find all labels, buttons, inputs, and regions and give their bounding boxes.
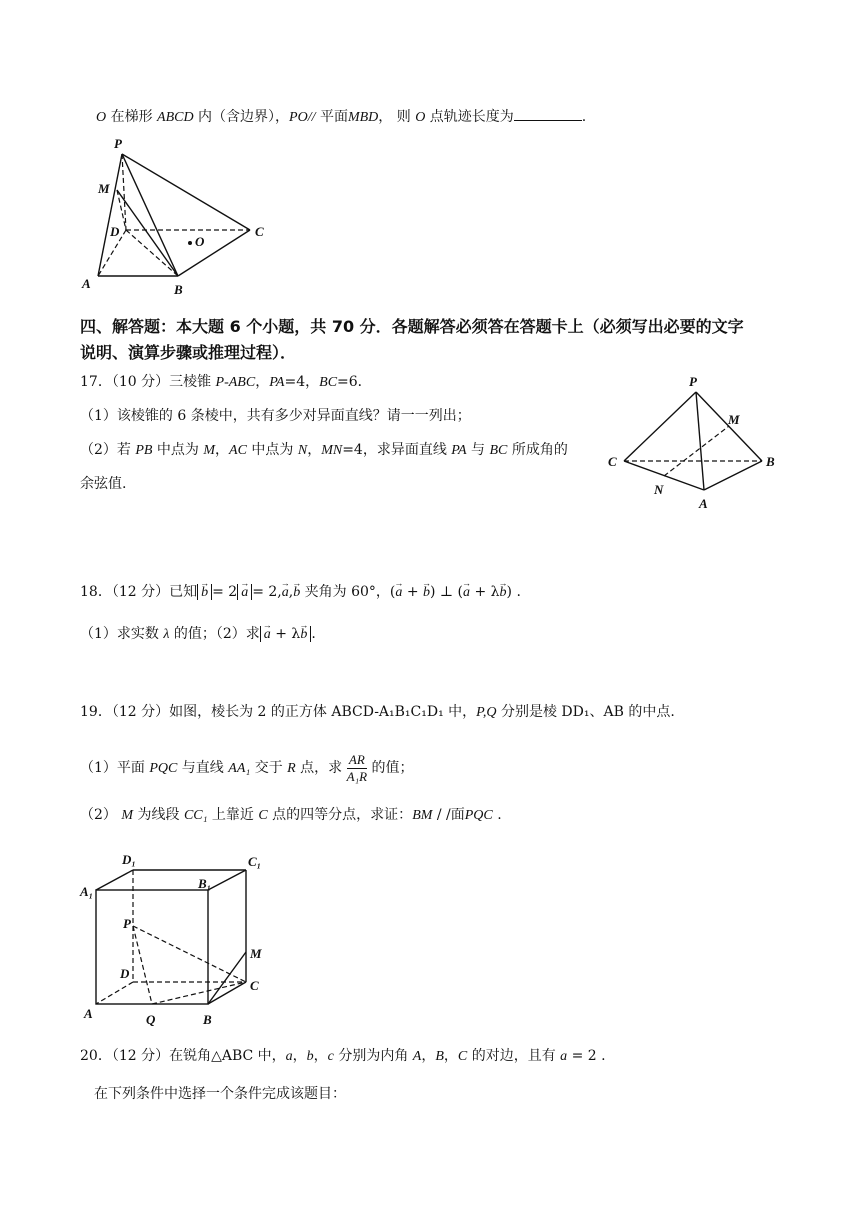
q18-f: → a [282,583,289,603]
q18-a: 18．（12 分）已知 [80,584,198,600]
label-a: A [82,276,91,291]
q17-part2 [80,440,568,461]
label-a1: A₁ [80,884,94,899]
q18-e: = 2, [252,584,282,600]
q17-p2d: M [203,443,216,458]
fraction-ar-a1r [347,752,367,785]
q17-stem [80,372,372,393]
q17-c: ， [255,374,270,390]
q18-b: → b [201,583,208,603]
label-a: A [84,1006,93,1021]
q16-s2: 在梯形 [106,109,158,125]
label-b: B [174,282,183,297]
q20-instruction: 在下列条件中选择一个条件完成该题目： [94,1086,346,1102]
figure-pyramid-pmbcd [70,130,280,300]
q17-p2o: 所成角的 [507,442,568,458]
q17-f: BC [319,375,338,390]
q20-f: c [327,1049,334,1064]
q16-s8: ， 则 [378,109,416,125]
q20-d: b [306,1049,314,1064]
q17-part1: （1）该棱锥的 6 条棱中，共有多少对异面直线？请一一列出； [80,408,471,424]
q16-s7: MBD [347,110,379,125]
q18-p1b: λ [163,627,170,642]
q18-o: → a [463,583,470,603]
label-d: D [120,966,130,981]
q18-stem [80,582,521,603]
q18-p1a: （1）求实数 [80,626,164,642]
q20-k: ， [443,1048,458,1064]
q17-p2n: BC [489,443,508,458]
q20-n: a [560,1049,568,1064]
q19-pq: P,Q [476,705,497,720]
label-c: C [250,978,259,993]
section-heading-line2: 说明、演算步骤或推理过程）． [80,343,297,362]
q19-p2d: CC₁ [183,808,208,823]
q20-a: 20．（12 分）在锐角△ABC 中， [80,1048,286,1064]
q19-p1b: PQC [149,761,178,776]
fraction-denominator: A₁R [346,768,368,784]
q16-s11: . [581,109,587,125]
label-d: D [110,224,120,239]
q17-p2c: 中点为 [152,442,204,458]
q20-o: = 2 . [567,1048,606,1064]
q19-p1h: 的值； [367,760,414,776]
label-c: C [255,224,264,239]
label-o: O [195,234,205,249]
q18-p: + λ [470,584,500,600]
q17-p2k: =4，求异面直线 [342,442,452,458]
q17-p2b: PB [135,443,153,458]
q17-p2i: ， [307,442,322,458]
q18-parts [80,624,316,645]
q17-p2a: （2）若 [80,442,136,458]
label-n: N [654,482,664,497]
label-b1: B₁ [198,876,212,891]
q19-p1e: 交于 [250,760,288,776]
q18-d: → a [241,583,248,603]
figure-tetrahedron-pabc [600,368,790,518]
q18-p1f: → b [300,625,307,645]
fraction-numerator: AR [348,751,365,767]
figure-cube [76,848,276,1028]
q19-part2 [80,805,502,826]
q17-p2e: ， [215,442,230,458]
q17-a: 17．（10 分）三棱锥 [80,374,216,390]
label-b: B [766,454,775,469]
q18-h: → b [293,583,300,603]
q19-p1g: 点，求 [295,760,347,776]
q19-p2k: . [492,807,502,823]
q18-q: → b [500,583,507,603]
q20-g: 分别为内角 [333,1048,413,1064]
label-a: A [699,496,708,511]
q18-k: → a [395,583,402,603]
answer-blank [514,106,582,121]
label-b: B [203,1012,212,1027]
q16-s4: 内（含边界）， [193,109,290,125]
q18-l: + [402,584,424,600]
q19-p2i: / /面 [432,807,465,823]
q18-p1c: 的值；（2）求 [169,626,260,642]
q16-s6: 平面 [315,109,348,125]
q16-s10: 点轨迹长度为 [425,109,514,125]
q18-p1d: → a [264,625,271,645]
q19-stem [80,702,675,723]
q17-b: P-ABC [215,375,256,390]
q19-p2e: 上靠近 [207,807,259,823]
label-p: P [123,916,131,931]
label-p: P [689,374,697,389]
q20-c: ， [292,1048,307,1064]
q19-p1f: R [287,761,296,776]
q19-line: 19．（12 分）如图，棱长为 2 的正方体 ABCD-A₁B₁C₁D₁ 中， [80,704,477,720]
q20-b: a [285,1049,293,1064]
q17-d: PA [269,375,285,390]
label-m: M [250,946,262,961]
q19-p2j: PQC [464,808,493,823]
q19-rest: 分别是棱 DD₁、AB 的中点. [496,704,675,720]
q20-h: A [412,1049,422,1064]
q18-r: ) . [506,584,521,600]
q19-p2a: （2） [80,807,122,823]
q18-g: , [288,584,294,600]
q20-stem [80,1046,606,1067]
q19-p1d: AA₁ [228,761,251,776]
q19-p2h: BM [412,808,433,823]
label-q: Q [146,1012,156,1027]
q18-c: = 2 [212,584,238,600]
label-p: P [114,136,122,151]
q20-e: ， [313,1048,328,1064]
label-m: M [98,181,110,196]
q18-n: ) ⊥ ( [430,584,464,600]
q19-p2c: 为线段 [133,807,184,823]
q17-p2h: N [297,443,308,458]
label-m: M [728,412,740,427]
q18-j: ( [389,584,396,600]
q20-j: B [435,1049,444,1064]
q18-p1g: . [311,626,316,642]
q19-p2g: 点的四等分点，求证： [267,807,413,823]
q19-part1 [80,748,413,789]
q18-i: 夹角为 60°， [300,584,390,600]
q17-p2g: 中点为 [246,442,298,458]
label-c1: C₁ [248,854,262,869]
q19-p2b: M [121,808,134,823]
q17-e: =4， [284,374,320,390]
q16-s3: ABCD [157,110,194,125]
q19-p1a: （1）平面 [80,760,150,776]
q17-p2m: 与 [466,442,490,458]
q17-part2-cont: 余弦值. [80,476,127,492]
label-c: C [608,454,617,469]
q20-l: C [457,1049,468,1064]
q18-m: → b [423,583,430,603]
q16-s5: PO// [289,110,316,125]
q18-p1e: + λ [270,626,301,642]
q17-p2f: AC [229,443,247,458]
q16-s9: O [415,110,426,125]
q16-s1: O [96,110,107,125]
section-heading-line1: 四、解答题：本大题 6 个小题，共 70 分．各题解答必须答在答题卡上（必须写出必要的文字 [80,317,744,336]
q16-text [96,106,586,128]
q17-g: =6． [337,374,372,390]
q17-p2l: PA [451,443,467,458]
section-heading [80,314,790,366]
q19-p1c: 与直线 [177,760,229,776]
q19-p2f: C [258,808,268,823]
q20-i: ， [421,1048,436,1064]
label-d1: D₁ [122,852,136,867]
q17-p2j: MN [321,443,343,458]
q20-m: 的对边，且有 [467,1048,561,1064]
